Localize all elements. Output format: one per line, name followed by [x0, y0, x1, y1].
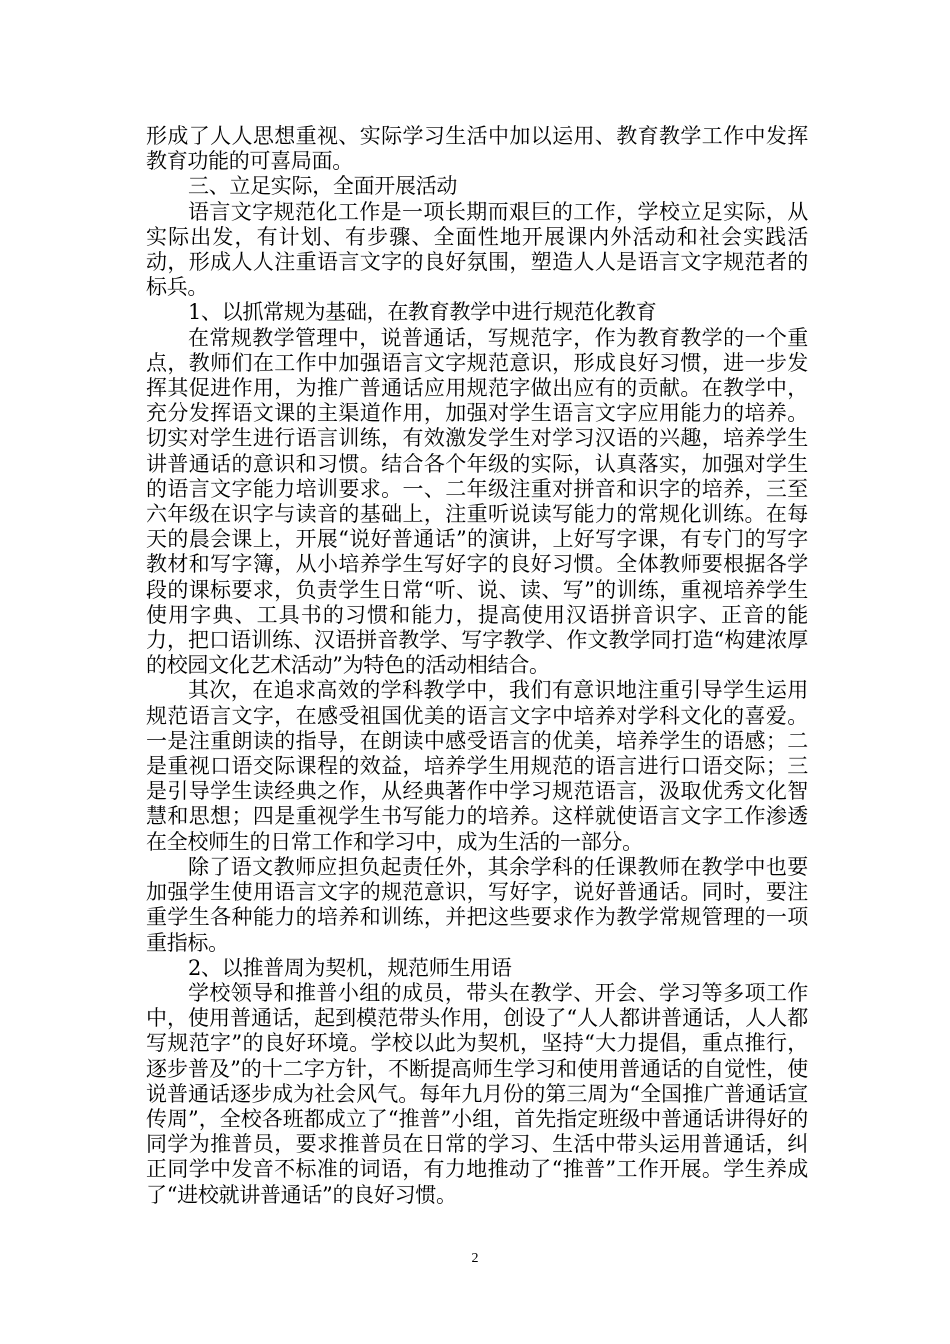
section-heading-3: 三、立足实际，全面开展活动: [188, 174, 458, 199]
subsection-heading-2: 2、以推普周为契机，规范师生用语: [188, 955, 512, 980]
page-number: 2: [471, 1251, 479, 1266]
document-body: [146, 124, 808, 1208]
subsection-heading-1: 1、以抓常规为基础，在教育教学中进行规范化教育: [188, 300, 657, 325]
paragraph: 语言文字规范化工作是一项长期而艰巨的工作，学校立足实际，从实际出发，有计划、有步骤、全面性地开展课内外活动和社会实践活动，形成人人注重语言文字的良好氛围，塑造人人是语言文字规范者的标兵。: [146, 199, 808, 300]
paragraph: 其次，在追求高效的学科教学中，我们有意识地注重引导学生运用规范语言文字，在感受祖国优美的语言文字中培养对学科文化的喜爱。一是注重朗读的指导，在朗读中感受语言的优美，培养学生的语感；二是重视口语交际课程的效益，培养学生用规范的语言进行口语交际；三是引导学生读经典之作，从经典著作中学习规范语言，汲取优秀文化智慧和思想；四是重视学生书写能力的培养。这样就使语言文字工作渗透在全校师生的日常工作和学习中，成为生活的一部分。: [146, 678, 808, 854]
paragraph: 除了语文教师应担负起责任外，其余学科的任课教师在教学中也要加强学生使用语言文字的规范意识，写好字，说好普通话。同时，要注重学生各种能力的培养和训练，并把这些要求作为教学常规管理的一项重指标。: [146, 854, 808, 955]
paragraph: 在常规教学管理中，说普通话，写规范字，作为教育教学的一个重点，教师们在工作中加强语言文字规范意识，形成良好习惯，进一步发挥其促进作用，为推广普通话应用规范字做出应有的贡献。在教学中，充分发挥语文课的主渠道作用，加强对学生语言文字应用能力的培养。切实对学生进行语言训练，有效激发学生对学习汉语的兴趣，培养学生讲普通话的意识和习惯。结合各个年级的实际，认真落实，加强对学生的语言文字能力培训要求。一、二年级注重对拼音和识字的培养，三至六年级在识字与读音的基础上，注重听说读写能力的常规化训练。在每天的晨会课上，开展“说好普通话”的演讲，上好写字课，有专门的写字教材和写字簿，从小培养学生写好字的良好习惯。全体教师要根据各学段的课标要求，负责学生日常“听、说、读、写”的训练，重视培养学生使用字典、工具书的习惯和能力，提高使用汉语拼音识字、正音的能力，把口语训练、汉语拼音教学、写字教学、作文教学同打造“构建浓厚的校园文化艺术活动”为特色的活动相结合。: [146, 325, 808, 678]
paragraph-continuation: 形成了人人思想重视、实际学习生活中加以运用、教育教学工作中发挥教育功能的可喜局面。: [146, 124, 808, 174]
paragraph: 学校领导和推普小组的成员，带头在教学、开会、学习等多项工作中，使用普通话，起到模范带头作用，创设了“人人都讲普通话，人人都写规范字”的良好环境。学校以此为契机，坚持“大力提倡，重点推行，逐步普及”的十二字方针，不断提高师生学习和使用普通话的自觉性，使说普通话逐步成为社会风气。每年九月份的第三周为“全国推广普通话宣传周”，全校各班都成立了“推普”小组，首先指定班级中普通话讲得好的同学为推普员，要求推普员在日常的学习、生活中带头运用普通话，纠正同学中发音不标准的词语，有力地推动了“推普”工作开展。学生养成了“进校就讲普通话”的良好习惯。: [146, 980, 808, 1207]
